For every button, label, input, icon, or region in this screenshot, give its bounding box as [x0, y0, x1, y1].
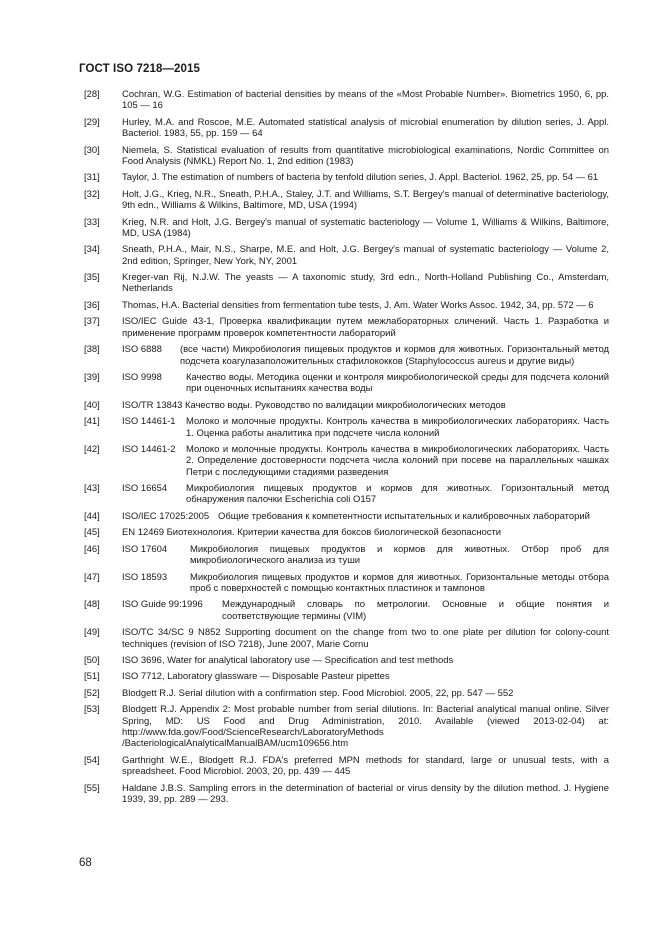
- reference-text: Thomas, H.A. Bacterial densities from fermentation tube tests, J. Am. Water Works Assoc. 1942, 34, pp. 572 — 6: [122, 299, 594, 311]
- reference-number: [47]: [84, 571, 100, 583]
- reference-number: [50]: [84, 655, 100, 666]
- reference-item: [84, 655, 609, 666]
- reference-text: ISO/TR 13843 Качество воды. Руководство по валидации микробиологических методов: [122, 399, 506, 411]
- reference-number: [53]: [84, 704, 100, 716]
- reference-text: Blodgett R.J. Serial dilution with a confirmation step. Food Microbiol. 2005, 22, pp. 547 — 552: [122, 687, 514, 699]
- reference-text: Общие требования к компетентности испытательных и калибровочных лабораторий: [218, 510, 590, 522]
- reference-item: [84, 483, 609, 506]
- reference-text: Haldane J.B.S. Sampling errors in the determination of bacterial or virus density by the dilution method. J. Hygiene 1939, 39, pp. 289 — 293.: [122, 782, 609, 805]
- reference-text: Taylor, J. The estimation of numbers of bacteria by tenfold dilution series, J. Appl. Bacteriol. 1962, 25, pp. 54 — 61: [122, 172, 599, 184]
- reference-text: Kreger-van Rij, N.J.W. The yeasts — A taxonomic study, 3rd edn., North-Holland Publishing Co., Amsterdam, Netherlands: [122, 272, 609, 295]
- reference-number: [31]: [84, 172, 100, 184]
- reference-text: Krieg, N.R. and Holt, J.G. Bergey's manual of systematic bacteriology — Volume 1, Williams & Wilkins, Baltimore, MD, USA (1984): [122, 216, 609, 239]
- standard-code: ISO 9998: [122, 372, 162, 383]
- reference-item: [84, 688, 609, 699]
- standard-code: ISO 6888: [122, 344, 162, 356]
- reference-item: [84, 704, 609, 749]
- reference-number: [46]: [84, 543, 100, 555]
- reference-number: [39]: [84, 372, 100, 383]
- reference-item: [84, 89, 609, 112]
- reference-number: [33]: [84, 216, 100, 228]
- reference-text: ISO/IEC Guide 43-1, Проверка квалификации путем межлабораторных сличений. Часть 1. Разработка и применение программ проверок компетентности лабораторий: [122, 316, 609, 339]
- reference-number: [43]: [84, 483, 100, 495]
- reference-item: [84, 217, 609, 240]
- reference-text: Микробиология пищевых продуктов и кормов для животных. Горизонтальные методы отбора проб с поверхностей с помощью контактных пластинок и тампонов: [190, 571, 609, 594]
- reference-item: [84, 671, 609, 682]
- reference-number: [45]: [84, 527, 100, 539]
- page-number: 68: [79, 857, 92, 869]
- reference-number: [36]: [84, 299, 100, 311]
- reference-text: ISO 3696, Water for analytical laboratory use — Specification and test methods: [122, 655, 454, 666]
- reference-number: [48]: [84, 599, 100, 611]
- reference-text: Holt, J.G., Krieg, N.R., Sneath, P.H.A., Staley, J.T. and Williams, S.T. Bergey's manual of determinative bacteriology, 9th edn., Williams & Wilkins, Baltimore, MD, USA (1994): [122, 188, 609, 212]
- reference-item: [84, 172, 609, 183]
- reference-item: [84, 544, 609, 567]
- reference-item: [84, 627, 609, 650]
- reference-item: [84, 400, 609, 411]
- standard-code: ISO 17604: [122, 543, 168, 555]
- reference-item: [84, 244, 609, 267]
- reference-number: [49]: [84, 627, 100, 639]
- reference-item: [84, 527, 609, 538]
- reference-number: [44]: [84, 510, 100, 522]
- reference-text: Cochran, W.G. Estimation of bacterial densities by means of the «Most Probable Number». Biometrics 1950, 6, pp. 105 — 16: [122, 89, 609, 112]
- reference-text: Sneath, P.H.A., Mair, N.S., Sharpe, M.E. and Holt, J.G. Bergey's manual of systematic bacteriology — Volume 2, 2nd edition, Springer, New York, NY, 2001: [122, 244, 609, 267]
- reference-text: ISO/TC 34/SC 9 N852 Supporting document on the change from two to one plate per dilution for colony-count techniques (revision of ISO 7218), June 2007, Marie Cornu: [122, 627, 609, 650]
- reference-number: [38]: [84, 344, 100, 356]
- reference-item: [84, 511, 609, 522]
- reference-text: Микробиология пищевых продуктов и кормов для животных. Горизонтальный метод обнаружения палочки Escherichia coli O157: [186, 483, 609, 506]
- reference-number: [29]: [84, 116, 100, 128]
- reference-text: Blodgett R.J. Appendix 2: Most probable number from serial dilutions. In: Bacterial analytical manual online. Silver Spring, MD: US Food and Drug Administration, 2010. Available (viewed 2013-02-04) at: http://www.fda.gov/Food/ScienceResearch/LaboratoryMethods /BacteriologicalAnalyticalManualBAM/ucm109656.htm: [122, 704, 609, 750]
- reference-text: Международный словарь по метрологии. Основные и общие понятия и соответствующие термины (VIM): [222, 599, 609, 622]
- standard-code: ISO 14461-1: [122, 416, 176, 428]
- reference-item: [84, 572, 609, 595]
- reference-number: [40]: [84, 399, 100, 411]
- reference-item: [84, 189, 609, 212]
- reference-text: Молоко и молочные продукты. Контроль качества в микробиологических лабораториях. Часть 1. Оценка работы аналитика при подсчете числа колоний: [186, 416, 609, 439]
- reference-list: [84, 89, 609, 810]
- reference-item: [84, 783, 609, 806]
- reference-text: Качество воды. Методика оценки и контроля микробиологической среды для подсчета колоний при оценочных испытаниях качества воды: [186, 372, 609, 395]
- reference-number: [32]: [84, 188, 100, 200]
- reference-text: Hurley, M.A. and Roscoe, M.E. Automated statistical analysis of microbial enumeration by dilution series, J. Appl. Bacteriol. 1983, 55, pp. 159 — 64: [122, 116, 609, 140]
- reference-number: [54]: [84, 754, 100, 766]
- standard-code: ISO 18593: [122, 571, 168, 583]
- reference-item: [84, 300, 609, 311]
- standard-code: ISO Guide 99:1996: [122, 599, 203, 611]
- reference-item: [84, 444, 609, 478]
- reference-number: [37]: [84, 316, 100, 328]
- reference-text: EN 12469 Биотехнология. Критерии качества для боксов биологической безопасности: [122, 527, 502, 539]
- reference-item: [84, 344, 609, 367]
- reference-number: [51]: [84, 671, 100, 683]
- reference-number: [30]: [84, 144, 100, 156]
- reference-number: [55]: [84, 782, 100, 794]
- reference-number: [35]: [84, 272, 100, 284]
- reference-item: [84, 599, 609, 622]
- reference-text: Garthright W.E., Blodgett R.J. FDA's preferred MPN methods for standard, large or unusual tests, with a spreadsheet. Food Microbiol. 2003, 20, pp. 439 — 445: [122, 754, 609, 778]
- reference-item: [84, 416, 609, 439]
- reference-number: [42]: [84, 444, 100, 456]
- standard-code: ISO 14461-2: [122, 444, 176, 456]
- reference-item: [84, 372, 609, 395]
- reference-number: [41]: [84, 416, 100, 428]
- reference-item: [84, 755, 609, 778]
- reference-number: [28]: [84, 89, 100, 100]
- reference-item: [84, 272, 609, 295]
- standard-code: ISO 16654: [122, 483, 168, 495]
- reference-text: ISO 7712, Laboratory glassware — Disposable Pasteur pipettes: [122, 671, 390, 683]
- reference-number: [34]: [84, 244, 100, 256]
- reference-text: Микробиология пищевых продуктов и кормов для животных. Отбор проб для микробиологического анализа из туши: [190, 543, 609, 567]
- reference-text: Молоко и молочные продукты. Контроль качества в микробиологических лабораториях. Часть 2. Определение достоверности подсчета числа колоний при посеве на параллельных чашках Петри с последующими стадиями разведения: [186, 444, 609, 478]
- reference-item: [84, 316, 609, 339]
- reference-item: [84, 145, 609, 168]
- reference-text: (все части) Микробиология пищевых продуктов и кормов для животных. Горизонтальный метод подсчета коагулазаположительных стафилококков (Staphylococcus aureus и другие виды): [180, 344, 609, 367]
- reference-text: Niemela, S. Statistical evaluation of results from quantitative microbiological examinations, Nordic Committee on Food Analysis (NMKL) Report No. 1, 2nd edition (1983): [122, 144, 609, 167]
- reference-number: [52]: [84, 687, 100, 699]
- document-header: ГОСТ ISO 7218—2015: [79, 63, 201, 75]
- reference-item: [84, 117, 609, 140]
- standard-code: ISO/IEC 17025:2005: [122, 510, 210, 522]
